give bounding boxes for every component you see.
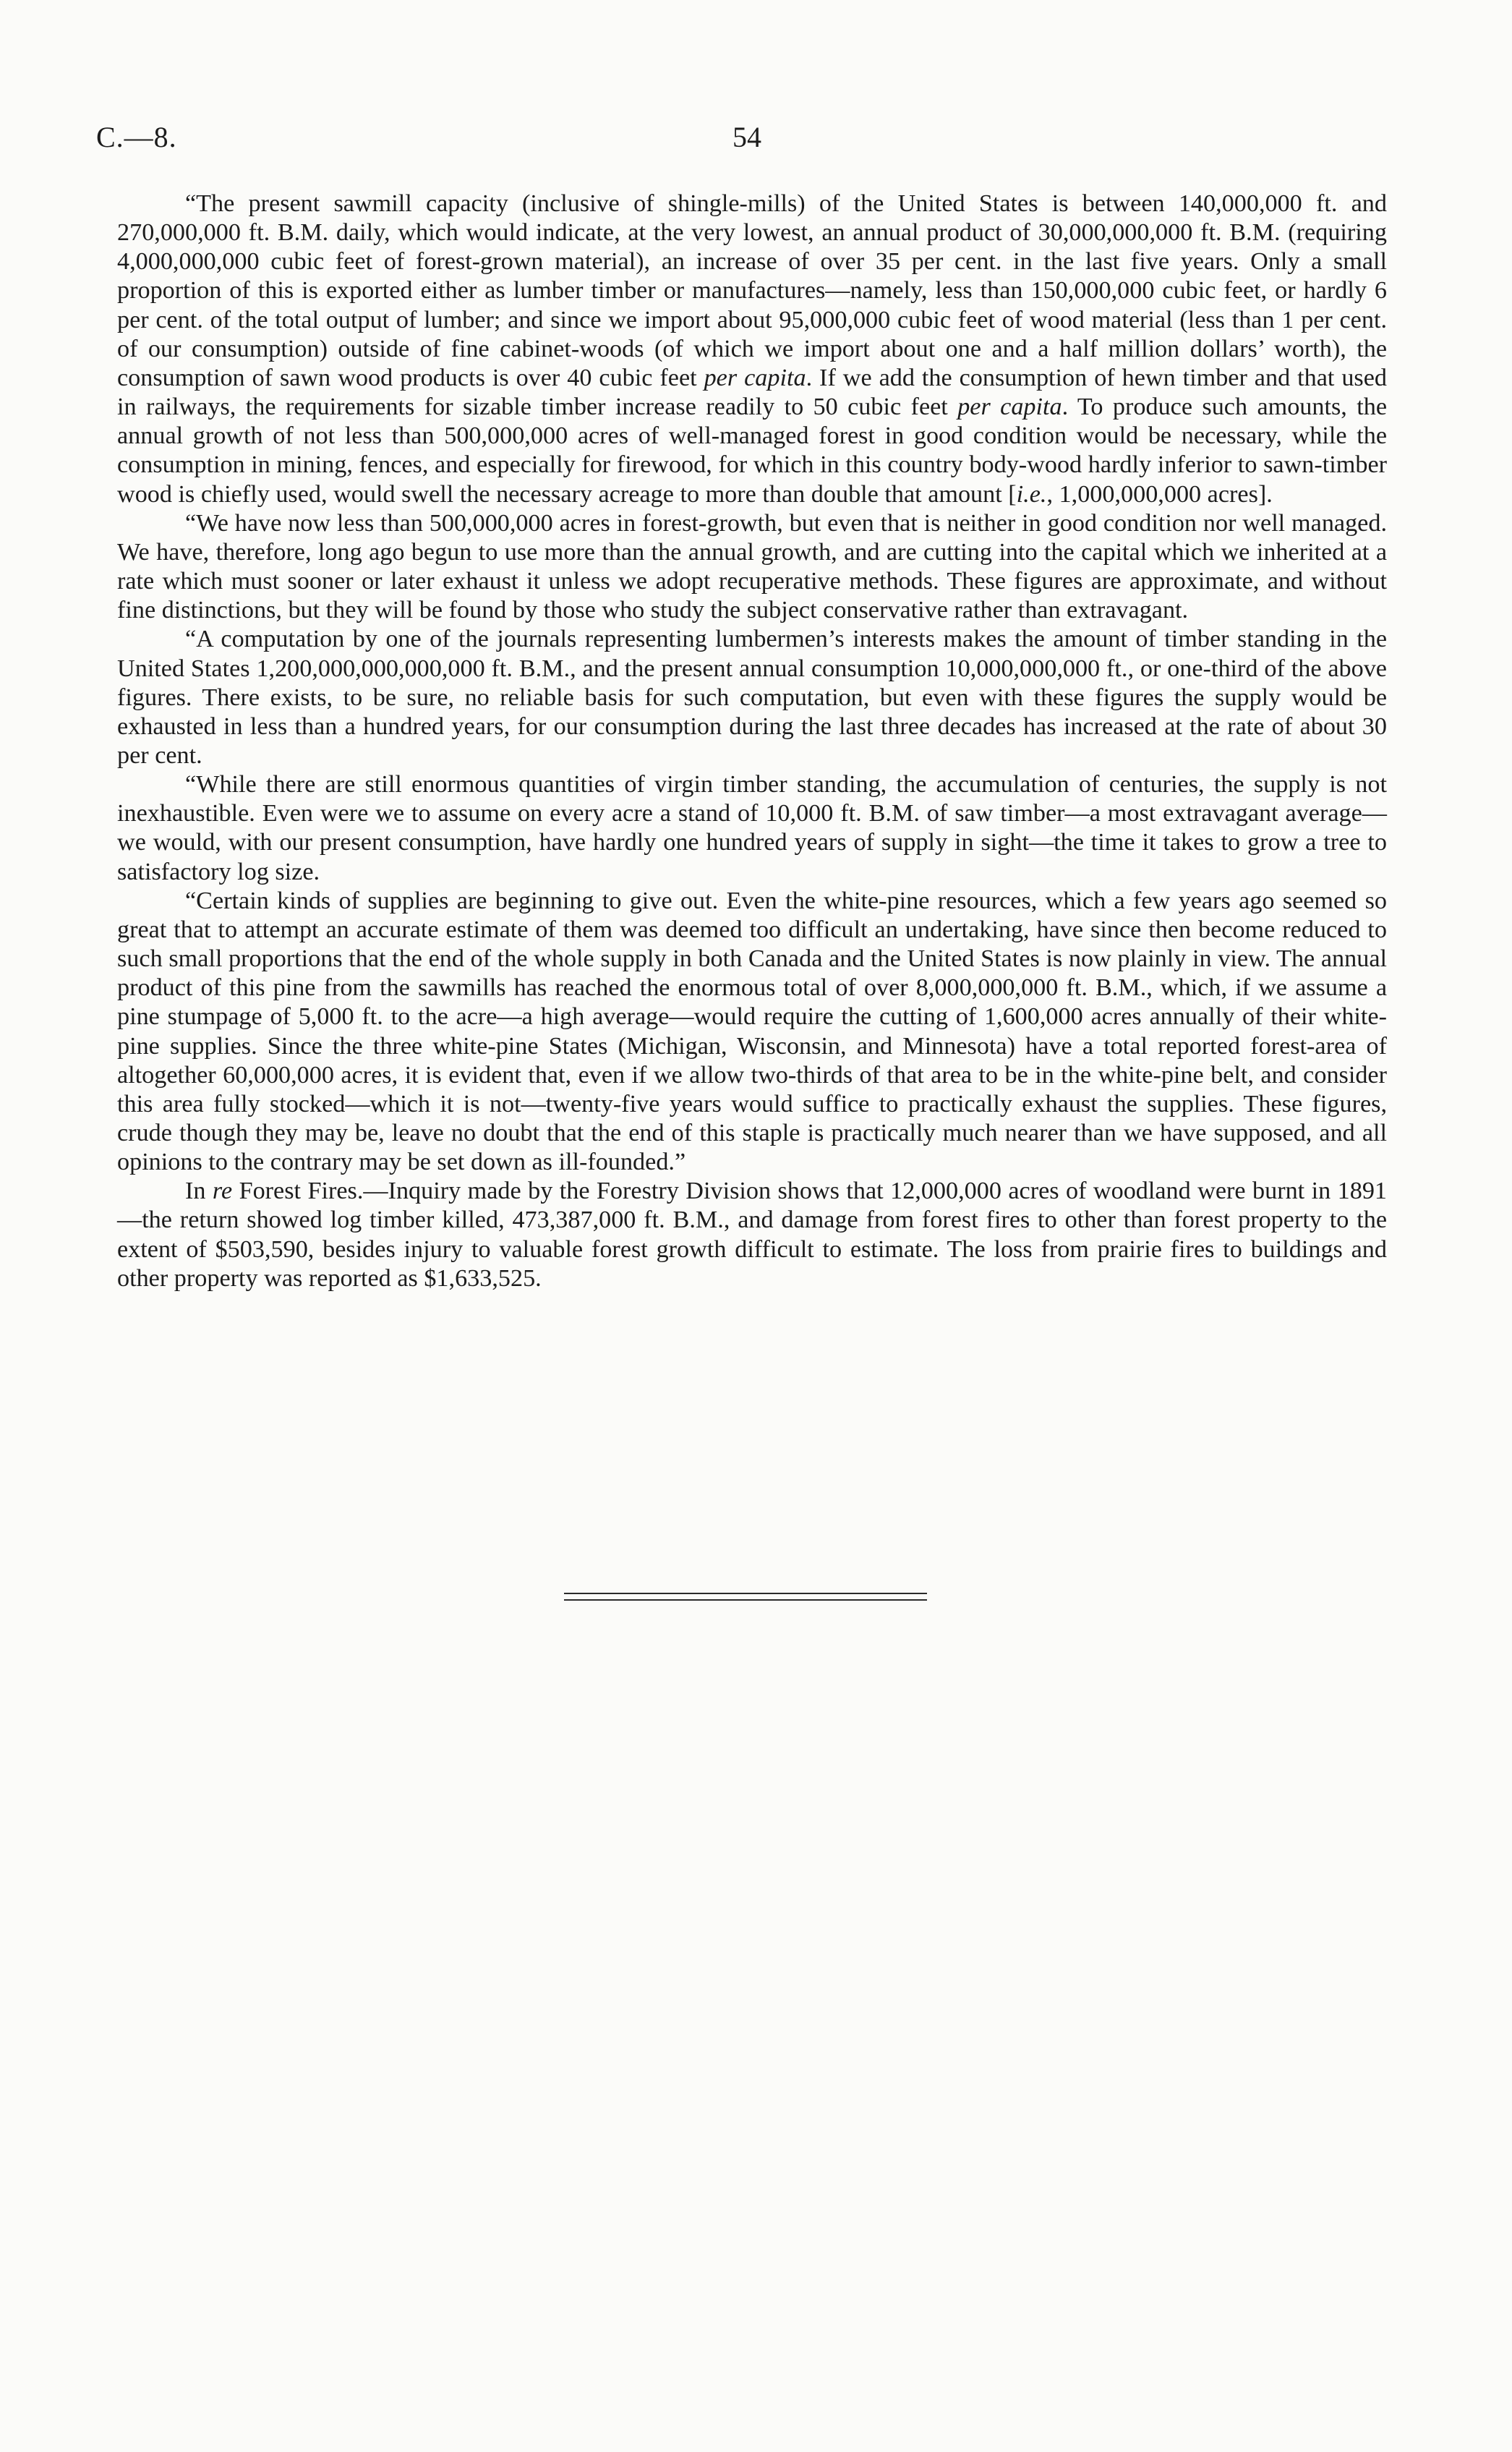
italic-text: per capita xyxy=(957,393,1062,421)
text-run: Forest Fires.—Inquiry made by the Forestry Division shows that 12,000,000 acres of woodland were burnt in 1891—the return showed log timber killed, 473,387,000 ft. B.M., and damage from forest fires to other than forest property to the extent of $503,590, besides injury to valuable forest growth difficult to estimate. The loss from prairie fires to buildings and other property was reported as $1,633,525. xyxy=(117,1178,1388,1292)
body-text xyxy=(117,190,1387,1293)
text-run: , 1,000,000,000 acres]. xyxy=(1046,480,1273,508)
end-rule-top xyxy=(564,1593,927,1594)
italic-text: per capita xyxy=(704,364,806,391)
paragraph xyxy=(117,887,1387,1178)
text-run: “The present sawmill capacity (inclusive of shingle-mills) of the United States is between 140,000,000 ft. and 270,000,000 ft. B.M. daily, which would indicate, at the very lowest, an annual product of 30,000,000,000 ft. B.M. (requiring 4,000,000,000 cubic feet of forest-grown material), an increase of over 35 per cent. in the last five years. Only a small proportion of this is exported either as lumber timber or manufactures—namely, less than 150,000,000 cubic feet, or hardly 6 per cent. of the total output of lumber; and since we import about 95,000,000 cubic feet of wood material (less than 1 per cent. of our consumption) outside of fine cabinet-woods (of which we import about one and a half million dollars’ worth), the consumption of sawn wood products is over 40 cubic feet xyxy=(117,190,1387,391)
paragraph xyxy=(117,509,1387,626)
paragraph xyxy=(117,190,1387,509)
italic-text: re xyxy=(212,1178,233,1205)
paragraph xyxy=(117,770,1387,887)
page-number: 54 xyxy=(732,121,761,153)
paragraph xyxy=(117,1177,1387,1293)
document-reference: C.—8. xyxy=(96,121,177,153)
text-run: “A computation by one of the journals representing lumbermen’s interests makes the amount of timber standing in the United States 1,200,000,000,000,000 ft. B.M., and the present annual consumption 10,000,000,000 ft., or one-third of the above figures. There exists, to be sure, no reliable basis for such computation, but even with these figures the supply would be exhausted in less than a hundred years, for our consumption during the last three decades has increased at the rate of about 30 per cent. xyxy=(117,626,1387,769)
text-run: . To produce such amounts, the annual growth of not less than 500,000,000 acres of well-managed forest in good condition would be necessary, while the consumption in mining, fences, and especially for firewood, for which in this country body-wood hardly inferior to sawn-timber wood is chiefly used, would swell the necessary acreage to more than double that amount [ xyxy=(117,393,1387,508)
paragraph xyxy=(117,625,1387,770)
text-run: “While there are still enormous quantities of virgin timber standing, the accumulation of centuries, the supply is not inexhaustible. Even were we to assume on every acre a stand of 10,000 ft. B.M. of saw timber—a most extravagant average—we would, with our present consumption, have hardly one hundred years of supply in sight—the time it takes to grow a tree to satisfactory log size. xyxy=(117,771,1387,885)
text-run: “We have now less than 500,000,000 acres in forest-growth, but even that is neither in good condition nor well managed. We have, therefore, long ago begun to use more than the annual growth, and are cutting into the capital which we inherited at a rate which must sooner or later exhaust it unless we adopt recuperative methods. These figures are approximate, and without fine distinctions, but they will be found by those who study the subject conservative rather than extravagant. xyxy=(117,509,1387,624)
end-rule-bottom xyxy=(564,1599,927,1601)
text-run: In xyxy=(185,1178,213,1205)
text-run: “Certain kinds of supplies are beginning to give out. Even the white-pine resources, which a few years ago seemed so great that to attempt an accurate estimate of them was deemed too difficult an undertaking, have since then become reduced to such small proportions that the end of the whole supply in both Canada and the United States is now plainly in view. The annual product of this pine from the sawmills has reached the enormous total of over 8,000,000,000 ft. B.M., which, if we assume a pine stumpage of 5,000 ft. to the acre—a high average—would require the cutting of 1,600,000 acres annually of their white-pine supplies. Since the three white-pine States (Michigan, Wisconsin, and Minnesota) have a total reported forest-area of altogether 60,000,000 acres, it is evident that, even if we allow two-thirds of that area to be in the white-pine belt, and consider this area fully stocked—which it is not—twenty-five years would suffice to practically exhaust the supplies. These figures, crude though they may be, leave no doubt that the end of this staple is practically much nearer than we have supposed, and all opinions to the contrary may be set down as ill-founded.” xyxy=(117,887,1387,1176)
italic-text: i.e. xyxy=(1016,480,1047,508)
text-run: . If we add the consumption of hewn timber and that used in railways, the requirements for sizable timber increase readily to 50 cubic feet xyxy=(117,364,1387,421)
